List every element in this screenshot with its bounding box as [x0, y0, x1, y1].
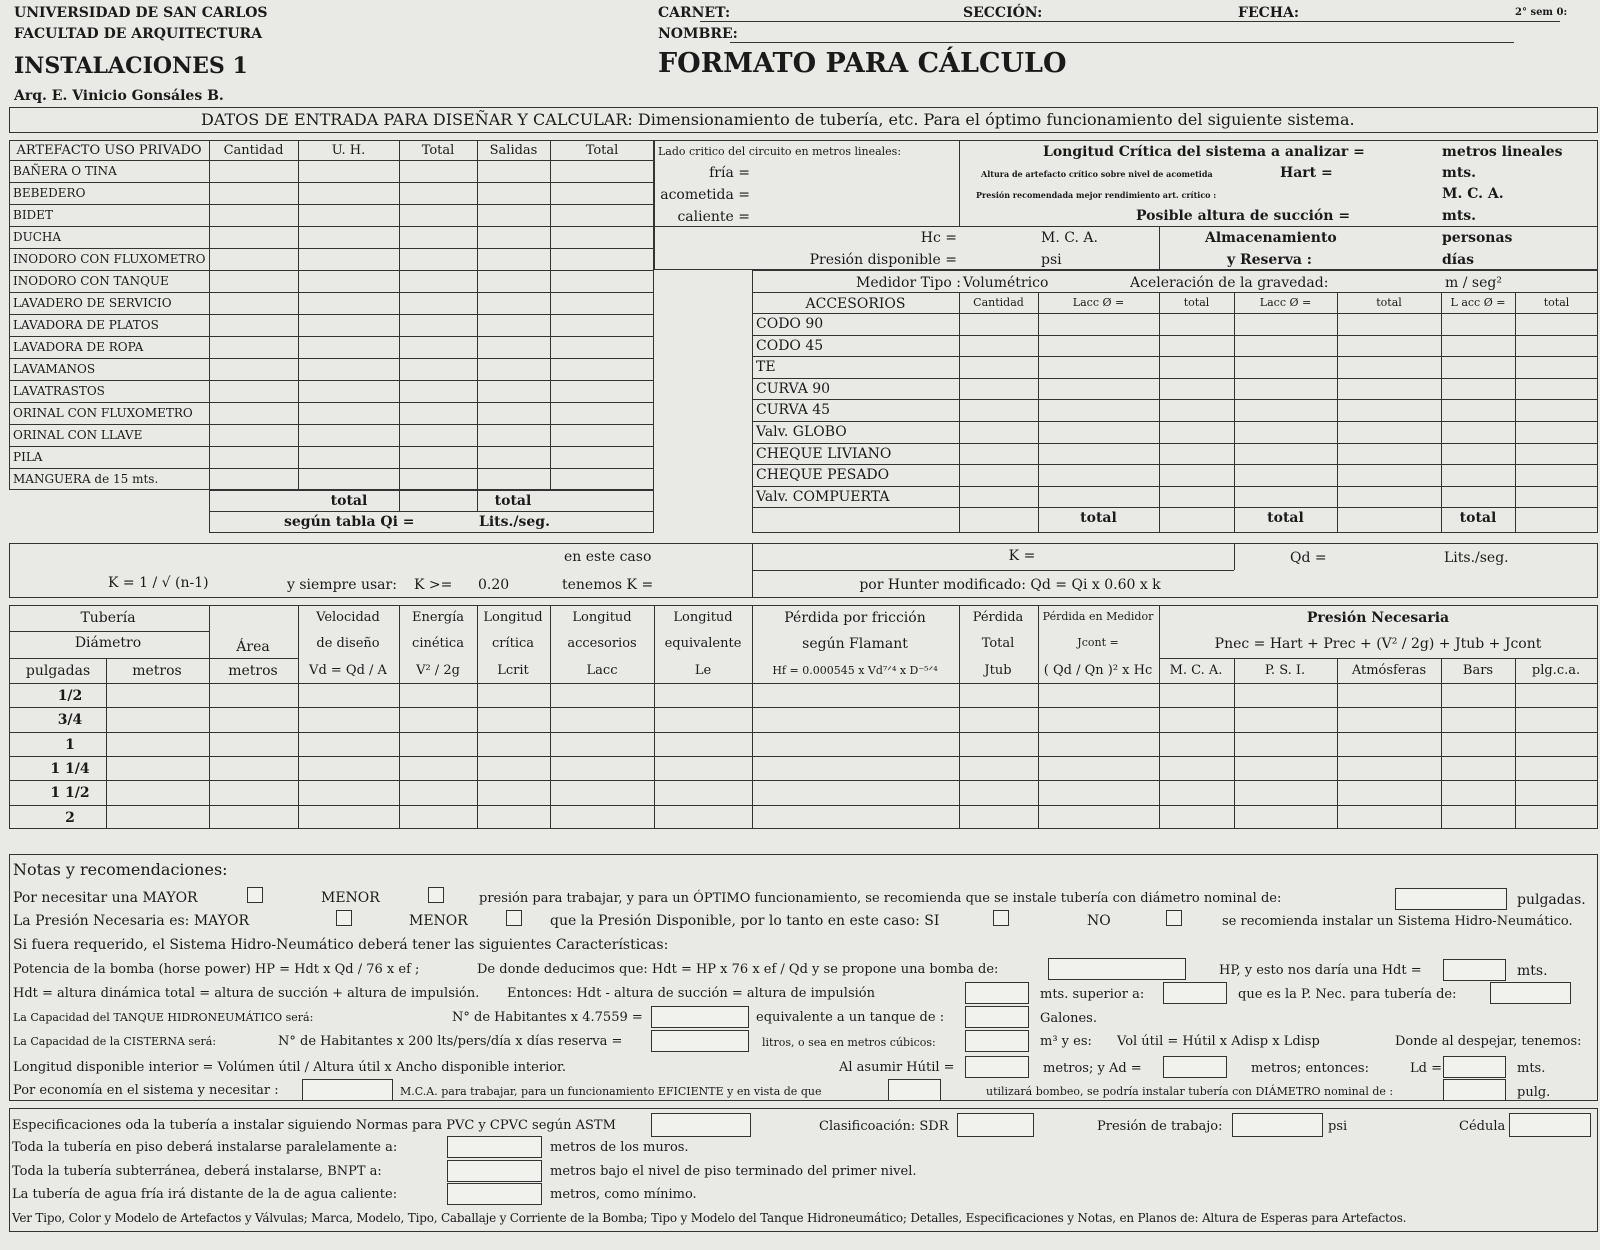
long-critica-header: Lcrit — [497, 663, 529, 678]
presion-recomendada-label: Presión recomendada mejor rendimiento art. crítico : — [976, 190, 1217, 200]
note5-text-a: Hdt = altura dinámica total = altura de succión + altura de impulsión. — [13, 986, 480, 1001]
medidor-tipo-value: Volumétrico — [963, 275, 1049, 291]
menor-checkbox-2[interactable] — [506, 910, 522, 926]
grid-line — [752, 378, 1598, 379]
grid-line — [9, 683, 1598, 684]
note8-text-a: Longitud disponible interior = Volúmen útil / Altura útil x Ancho disponible interior. — [13, 1060, 566, 1075]
grid-line — [959, 292, 960, 533]
ad-input[interactable] — [1163, 1056, 1227, 1078]
caliente-label: caliente = — [677, 209, 750, 225]
hc-label: Hc = — [920, 230, 957, 246]
artifact-row-label: INODORO CON FLUXOMETRO — [13, 252, 206, 266]
nombre-label: NOMBRE: — [658, 26, 738, 42]
altura-artefacto-label: Altura de artefacto crítico sobre nivel de acometida — [981, 169, 1213, 179]
grid-line — [654, 605, 655, 829]
energia-header: V² / 2g — [416, 663, 460, 678]
grid-line — [752, 356, 1598, 357]
grid-line — [752, 443, 1598, 444]
course-title: INSTALACIONES 1 — [14, 53, 248, 79]
personas-unit: personas — [1442, 230, 1513, 246]
grid-line — [9, 424, 654, 425]
grid-line — [9, 358, 654, 359]
note2-text-b: que la Presión Disponible, por lo tanto en este caso: SI — [550, 913, 940, 929]
gravedad-unit: m / seg² — [1445, 275, 1502, 291]
long-acc-header: accesorios — [567, 636, 637, 651]
grid-line — [209, 605, 210, 829]
accesorio-row-label: CURVA 90 — [756, 380, 831, 397]
acometida-label: acometida = — [660, 187, 750, 203]
presion-disponible-label: Presión disponible = — [809, 252, 957, 268]
note2-text-c: se recomienda instalar un Sistema Hidro-Neumático. — [1222, 914, 1573, 929]
tanque-hidro-input[interactable] — [651, 1006, 749, 1028]
accesorio-row-label: CHEQUE PESADO — [756, 467, 890, 484]
grid-line — [9, 805, 1598, 806]
perdida-friccion-header: Pérdida por fricción — [784, 610, 926, 626]
grid-line — [9, 160, 654, 161]
presion-necesaria-header: Presión Necesaria — [1306, 610, 1450, 626]
presion-trabajo-input[interactable] — [1232, 1113, 1323, 1137]
presion-unit-header: plg.c.a. — [1531, 663, 1581, 678]
grid-line — [1515, 292, 1516, 533]
succion-unit: mts. — [1442, 208, 1477, 224]
hunter-formula: por Hunter modificado: Qd = Qi x 0.60 x k — [859, 577, 1161, 593]
spec2-text-b: metros de los muros. — [550, 1140, 689, 1155]
grid-line — [9, 292, 654, 293]
artifacts-col-header: Salidas — [489, 143, 538, 158]
accesorios-col-header: total — [1183, 296, 1210, 309]
qd-unit: Lits./seg. — [1444, 550, 1509, 566]
hutil-input[interactable] — [965, 1056, 1029, 1078]
accesorios-col-header: total — [1376, 296, 1402, 309]
note6-text-c: equivalente a un tanque de : — [756, 1010, 945, 1025]
velocidad-header: Velocidad — [316, 610, 380, 625]
grid-line — [550, 605, 551, 829]
posible-succion-label: Posible altura de succión = — [1136, 208, 1351, 224]
grid-line — [477, 140, 478, 490]
perdida-medidor-header: Pérdida en Medidor — [1042, 610, 1154, 623]
presion-necesaria-formula: Pnec = Hart + Prec + (V² / 2g) + Jtub + Jcont — [1214, 636, 1542, 652]
note5-text-b: Entonces: Hdt - altura de succión = altura de impulsión — [507, 986, 875, 1001]
grid-line — [752, 605, 753, 829]
medidor-tipo-label: Medidor Tipo : — [856, 275, 961, 291]
fecha-label: FECHA: — [1238, 5, 1300, 21]
metros-lineales-label: metros lineales — [1442, 144, 1563, 160]
note2-menor: MENOR — [409, 913, 468, 929]
perdida-medidor-header: ( Qd / Qn )² x Hc — [1043, 663, 1153, 678]
artifacts-col-header: U. H. — [331, 143, 366, 158]
diameter-row-label: 1/2 — [57, 688, 83, 704]
note7-text-a: La Capacidad de la CISTERNA será: — [13, 1035, 217, 1048]
k-eq-label: K = — [1008, 548, 1036, 564]
tuberia-de-input[interactable] — [1490, 982, 1571, 1004]
university-name: UNIVERSIDAD DE SAN CARLOS — [14, 5, 268, 21]
grid-line — [9, 446, 654, 447]
artifact-row-label: PILA — [13, 450, 43, 464]
artifact-row-label: DUCHA — [13, 230, 62, 244]
grid-line — [752, 399, 1598, 400]
grid-line — [752, 421, 1598, 422]
ld-input[interactable] — [1443, 1056, 1506, 1078]
presion-unit-header: Bars — [1462, 663, 1494, 678]
spec1-text-e: Cédula — [1459, 1119, 1506, 1134]
flamant-formula: Hf = 0.000545 x Vd⁷ᐟ⁴ x D⁻⁵ᐟ⁴ — [772, 664, 938, 677]
diametro-header: Diámetro — [74, 635, 142, 651]
accesorios-total-label: total — [1267, 510, 1304, 527]
tuberia-header: Tubería — [80, 610, 136, 626]
grid-line — [1441, 292, 1442, 533]
perdida-friccion-header: según Flamant — [802, 636, 908, 652]
note7-text-d: m³ y es: — [1040, 1034, 1092, 1049]
note7-text-e: Vol útil = Hútil x Adisp x Ldisp — [1117, 1034, 1320, 1049]
grid-line — [9, 248, 654, 249]
diameter-row-label: 1 — [65, 736, 75, 753]
note5-text-c: mts. superior a: — [1040, 987, 1145, 1002]
grid-line — [298, 605, 299, 829]
grid-line — [9, 402, 654, 403]
superior-input[interactable] — [1163, 982, 1227, 1004]
gravedad-label: Aceleración de la gravedad: — [1130, 275, 1329, 291]
accesorio-row-label: CODO 45 — [756, 337, 824, 354]
perdida-total-header: Jtub — [984, 663, 1012, 678]
velocidad-header: Vd = Qd / A — [309, 663, 387, 678]
spec2-text-a: Toda la tubería en piso deberá instalarse paralelamente a: — [12, 1140, 398, 1155]
spec3-text-b: metros bajo el nivel de piso terminado del primer nivel. — [550, 1164, 917, 1179]
grid-line — [9, 204, 654, 205]
grid-line — [1038, 292, 1039, 533]
pulgadas-header: pulgadas — [25, 663, 91, 679]
note6-text-d: Galones. — [1040, 1011, 1097, 1026]
artifact-row-label: MANGUERA de 15 mts. — [13, 472, 159, 486]
fria-label: fría = — [709, 165, 750, 181]
long-acc-header: Lacc — [586, 663, 618, 678]
dias-unit: días — [1442, 252, 1475, 268]
note2-no: NO — [1087, 913, 1111, 929]
artifact-row-label: LAVAMANOS — [13, 362, 96, 376]
grid-line — [9, 226, 654, 227]
note9-text-a: Por economía en el sistema y necesitar : — [13, 1083, 279, 1098]
note8-unit: mts. — [1517, 1061, 1546, 1076]
note4-text-a: Potencia de la bomba (horse power) HP = Hdt x Qd / 76 x ef ; — [13, 962, 420, 977]
spec1-text-a: Especificaciones oda la tubería a instalar siguiendo Normas para PVC y CPVC según ASTM — [12, 1118, 616, 1133]
note8-text-e: Ld = — [1410, 1061, 1442, 1076]
artifacts-col-header: Total — [421, 143, 455, 158]
grid-line — [9, 732, 1598, 733]
long-eq-header: Longitud — [673, 610, 733, 625]
cisterna-litros-input[interactable] — [651, 1030, 749, 1052]
perdida-medidor-header: Jcont = — [1077, 636, 1119, 649]
artifacts-col-header: ARTEFACTO USO PRIVADO — [16, 143, 202, 158]
qd-label: Qd = — [1290, 550, 1327, 566]
notes-title: Notas y recomendaciones: — [13, 860, 228, 879]
note6-text-b: N° de Habitantes x 4.7559 = — [452, 1010, 643, 1025]
artifact-row-label: LAVADERO DE SERVICIO — [13, 296, 172, 310]
spec4-text-a: La tubería de agua fría irá distante de la de agua caliente: — [12, 1187, 398, 1202]
note8-text-b: Al asumir Hútil = — [839, 1060, 955, 1075]
tanque-galones-input[interactable] — [965, 1006, 1029, 1028]
accesorios-total-label: total — [1459, 510, 1497, 527]
accesorio-row-label: Valv. GLOBO — [756, 424, 847, 440]
accesorio-row-label: CODO 90 — [756, 316, 824, 332]
velocidad-header: de diseño — [316, 636, 380, 651]
artifacts-total-1: total — [330, 493, 368, 509]
qi-label: según tabla Qi = — [284, 514, 415, 530]
note4-text-b: De donde deducimos que: Hdt = HP x 76 x ef / Qd y se propone una bomba de: — [477, 962, 999, 977]
accesorios-col-header: Lacc Ø = — [1259, 296, 1312, 309]
menor-checkbox-1[interactable] — [428, 887, 444, 903]
note4-unit: mts. — [1517, 963, 1548, 979]
siempre-usar-label: y siempre usar: — [287, 577, 397, 593]
area-header: Área — [236, 639, 270, 655]
k-formula: K = 1 / √ (n-1) — [108, 575, 209, 591]
note6-text-a: La Capacidad del TANQUE HIDRONEUMÁTICO será: — [13, 1011, 314, 1024]
grid-line — [752, 464, 1598, 465]
grid-line — [752, 313, 1598, 314]
diameter-row-label: 2 — [65, 809, 75, 826]
grid-line — [9, 756, 1598, 757]
long-eq-header: equivalente — [664, 636, 742, 651]
grid-line — [1159, 658, 1598, 659]
qi-unit: Lits./seg. — [479, 514, 550, 530]
carnet-label: CARNET: — [658, 5, 731, 21]
artifact-row-label: BAÑERA O TINA — [13, 164, 117, 178]
long-critica-header: Longitud — [483, 610, 543, 625]
seccion-label: SECCIÓN: — [963, 5, 1043, 21]
note2-text-a: La Presión Necesaria es: MAYOR — [13, 913, 249, 929]
accesorio-row-label: Valv. COMPUERTA — [756, 488, 890, 505]
k-min-value: 0.20 — [478, 577, 510, 593]
artifact-row-label: ORINAL CON LLAVE — [13, 428, 143, 442]
distancia-fria-caliente-input[interactable] — [447, 1183, 542, 1205]
presion-rec-unit: M. C. A. — [1442, 186, 1504, 202]
grid-line — [752, 507, 1598, 508]
artifact-row-label: INODORO CON TANQUE — [13, 274, 169, 288]
note9-text-b: M.C.A. para trabajar, para un funcionamiento EFICIENTE y en vista de que — [400, 1085, 822, 1098]
energia-header: Energía — [412, 610, 464, 625]
note1-unit: pulgadas. — [1517, 892, 1586, 908]
metros-header: metros — [132, 663, 182, 679]
grid-line — [9, 707, 1598, 708]
reserva-label: y Reserva : — [1227, 252, 1312, 268]
hart-unit: mts. — [1442, 165, 1477, 181]
artifacts-col-header: Cantidad — [223, 143, 284, 158]
long-acc-header: Longitud — [572, 610, 632, 625]
energia-header: cinética — [412, 636, 464, 651]
no-checkbox[interactable] — [1166, 910, 1182, 926]
accesorios-col-header: Cantidad — [973, 296, 1024, 309]
grid-line — [1159, 292, 1160, 533]
diameter-row-label: 1 1/4 — [50, 761, 90, 777]
perdida-total-header: Total — [981, 636, 1015, 651]
artifact-row-label: BIDET — [13, 208, 53, 222]
artifacts-col-header: Total — [585, 143, 619, 158]
note7-text-b: N° de Habitantes x 200 lts/pers/día x días reserva = — [278, 1034, 623, 1049]
artifact-row-label: BEBEDERO — [13, 186, 86, 200]
diametro-bombeo-input[interactable] — [1443, 1079, 1506, 1101]
k-ge-label: K >= — [414, 577, 453, 593]
long-eq-header: Le — [694, 663, 712, 678]
grid-line — [399, 140, 400, 490]
tenemos-k-label: tenemos K = — [562, 577, 654, 593]
hc-unit: M. C. A. — [1041, 230, 1098, 246]
accesorios-total-label: total — [1080, 510, 1117, 527]
accesorios-col-header: total — [1543, 296, 1570, 309]
cisterna-m3-input[interactable] — [965, 1030, 1029, 1052]
artifact-row-label: LAVATRASTOS — [13, 384, 105, 398]
spec1-text-d: psi — [1328, 1119, 1348, 1134]
presion-unit-header: Atmósferas — [1351, 663, 1427, 678]
grid-line — [752, 292, 1598, 293]
accesorios-col-header: L acc Ø = — [1450, 296, 1506, 309]
grid-line — [1234, 292, 1235, 533]
note1-text-a: Por necesitar una MAYOR — [13, 890, 198, 906]
grid-line — [477, 605, 478, 829]
accesorios-col-header: ACCESORIOS — [805, 296, 906, 312]
grid-line — [298, 140, 299, 490]
faculty-name: FACULTAD DE ARQUITECTURA — [14, 26, 263, 42]
diameter-row-label: 3/4 — [57, 712, 83, 729]
note3-text: Si fuera requerido, el Sistema Hidro-Neumático deberá tener las siguientes Características: — [13, 937, 669, 953]
astm-input[interactable] — [651, 1113, 751, 1137]
accesorio-row-label: CHEQUE LIVIANO — [756, 445, 892, 462]
note8-text-d: metros; entonces: — [1251, 1061, 1369, 1076]
mayor-checkbox-1[interactable] — [247, 887, 263, 903]
diametro-nominal-input[interactable] — [1395, 888, 1507, 910]
note9-unit: pulg. — [1517, 1085, 1551, 1100]
grid-line — [1038, 605, 1039, 829]
artifact-row-label: LAVADORA DE ROPA — [13, 340, 144, 354]
grid-line — [9, 780, 1598, 781]
hdt-input[interactable] — [1443, 959, 1506, 981]
grid-line — [9, 336, 654, 337]
accesorio-row-label: TE — [756, 359, 776, 376]
artifact-row-label: ORINAL CON FLUXOMETRO — [13, 406, 193, 420]
accesorio-row-label: CURVA 45 — [756, 402, 831, 419]
grid-line — [959, 605, 960, 829]
spec1-text-c: Presión de trabajo: — [1097, 1119, 1223, 1134]
grid-line — [752, 335, 1598, 336]
si-checkbox[interactable] — [993, 910, 1009, 926]
impulsion-input[interactable] — [965, 982, 1029, 1004]
mca-trabajo-input[interactable] — [302, 1079, 393, 1101]
almacenamiento-label: Almacenamiento — [1205, 230, 1337, 246]
long-critica-header: crítica — [491, 636, 535, 651]
mayor-checkbox-2[interactable] — [336, 910, 352, 926]
muros-input[interactable] — [447, 1136, 542, 1158]
bnpt-input[interactable] — [447, 1160, 542, 1182]
en-este-caso-label: en este caso — [564, 549, 652, 565]
eficiente-input[interactable] — [888, 1079, 941, 1101]
grid-line — [9, 270, 654, 271]
note7-text-f: Donde al despejar, tenemos: — [1395, 1034, 1582, 1049]
professor-name: Arq. E. Vinicio Gonsáles B. — [14, 88, 224, 104]
banner-text: DATOS DE ENTRADA PARA DISEÑAR Y CALCULAR: Dimensionamiento de tubería, etc. Para el óptimo funcionamiento del siguiente sistema. — [201, 110, 1355, 129]
presion-unit-header: M. C. A. — [1169, 663, 1223, 678]
hart-label: Hart = — [1280, 165, 1333, 181]
note7-text-c: litros, o sea en metros cúbicos: — [762, 1036, 936, 1049]
grid-line — [9, 380, 654, 381]
sdr-input[interactable] — [957, 1113, 1034, 1137]
grid-line — [9, 182, 654, 183]
artifact-row-label: LAVADORA DE PLATOS — [13, 318, 159, 332]
spec1-text-b: Clasificoación: SDR — [819, 1119, 949, 1134]
perdida-total-header: Pérdida — [972, 610, 1024, 625]
form-title: FORMATO PARA CÁLCULO — [658, 48, 1067, 79]
artifacts-total-2: total — [494, 493, 532, 509]
grid-line — [9, 658, 209, 659]
grid-line — [9, 631, 209, 632]
note4-text-c: HP, y esto nos daría una Hdt = — [1219, 963, 1422, 978]
grid-line — [1159, 605, 1160, 829]
grid-line — [752, 486, 1598, 487]
lado-critico-label: Lado critico del circuito en metros lineales: — [658, 145, 902, 158]
spec3-text-a: Toda la tubería subterránea, deberá instalarse, BNPT a: — [12, 1164, 382, 1179]
grid-line — [209, 658, 298, 659]
bomba-hp-input[interactable] — [1048, 958, 1186, 980]
grid-line — [9, 468, 654, 469]
grid-line — [9, 314, 654, 315]
note1-text-b: presión para trabajar, y para un ÓPTIMO funcionamiento, se recomienda que se instale tubería con diámetro nominal de: — [479, 891, 1282, 906]
grid-line — [550, 140, 551, 490]
note1-menor: MENOR — [321, 890, 380, 906]
spec4-text-b: metros, como mínimo. — [550, 1187, 697, 1202]
area-unit: metros — [228, 663, 278, 679]
grid-line — [399, 605, 400, 829]
accesorios-col-header: Lacc Ø = — [1072, 296, 1125, 309]
note5-text-d: que es la P. Nec. para tubería de: — [1238, 987, 1457, 1002]
cedula-input[interactable] — [1509, 1113, 1591, 1137]
semester-note: 2° sem 0: — [1515, 7, 1568, 18]
diameter-row-label: 1 1/2 — [50, 785, 90, 802]
spec-footer: Ver Tipo, Color y Modelo de Artefactos y Válvulas; Marca, Modelo, Tipo, Caballaje y Corriente de la Bomba; Tipo y Modelo del Tanque Hidroneumático; Detalles, Especificaciones y Notas, en Planos de: Altura de Esperas para Artefactos. — [12, 1211, 1407, 1225]
presion-unit-header: P. S. I. — [1264, 663, 1306, 678]
note9-text-c: utilizará bombeo, se podría instalar tubería con DIÁMETRO nominal de : — [986, 1085, 1394, 1098]
long-critica-label: Longitud Crítica del sistema a analizar = — [1043, 144, 1365, 160]
grid-line — [209, 140, 210, 490]
note8-text-c: metros; y Ad = — [1043, 1061, 1142, 1076]
presion-disponible-unit: psi — [1041, 252, 1062, 268]
grid-line — [1337, 292, 1338, 533]
